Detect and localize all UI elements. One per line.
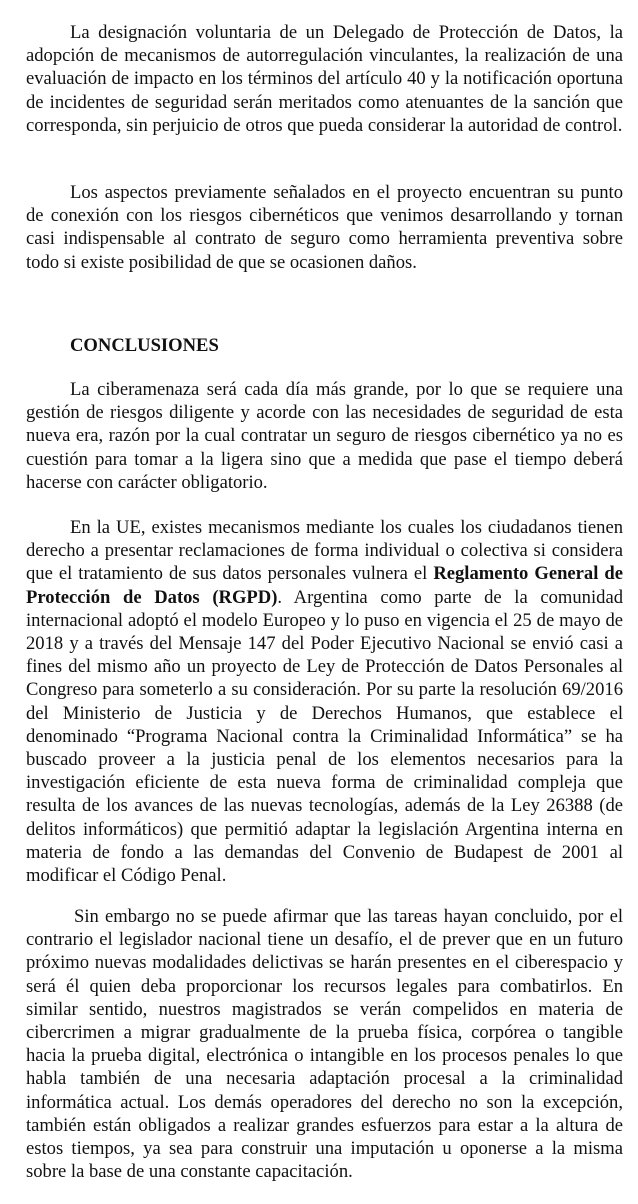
paragraph-aspectos-riesgos: Los aspectos previamente señalados en el proyecto encuentran su punto de conexión con los riesgos cibernéticos que venimos desarrollando y tornan casi indispensable al contrato de seguro como herramienta preventiva sobre todo si existe posibilidad de que se ocasionen daños. — [26, 182, 623, 273]
paragraph-ue-text-2: . Argentina como parte de la comunidad internacional adoptó el modelo Europeo y lo puso en vigencia el 25 de mayo de 2018 y a través del Mensaje 147 del Poder Ejecutivo Nacional se envió casi a fines del mismo año un proyecto de Ley de Protección de Datos Personales al Congreso para someterlo a su consideración. Por su parte la resolución 69/2016 del Ministerio de Justicia y de Derechos Humanos, que establece el denominado “Programa Nacional contra la Criminalidad Informática” se ha buscado proveer a la justicia penal de los elementos necesarios para la investigación eficiente de esta nueva forma de criminalidad compleja que resulta de los avances de las nuevas tecnologías, además de la Ley 26388 (de delitos informáticos) que permitió adaptar la legislación Argentina interna en materia de fondo a las demandas del Convenio de Budapest de 2001 al modificar el Código Penal. — [26, 586, 623, 887]
paragraph-sin-embargo: Sin embargo no se puede afirmar que las tareas hayan concluido, por el contrario el legislador nacional tiene un desafío, el de prever que en un futuro próximo nuevas modalidades delictivas se harán presentes en el ciberespacio y será él quien deba proporcionar los recursos legales para combatirlos. En similar sentido, nuestros magistrados se verán compelidos en materia de cibercrimen a migrar gradualmente de la prueba física, corpórea o tangible hacia la prueba digital, electrónica o intangible en los procesos penales lo que habla también de una necesaria adaptación procesal a la criminalidad informática actual. Los demás operadores del derecho no son la excepción, también están obligados a realizar grandes esfuerzos para estar a la altura de estos tiempos, ya sea para construir una imputación u oponerse a la misma sobre la base de una constante capacitación. — [26, 906, 623, 1183]
paragraph-ue-rgpd — [26, 516, 623, 887]
bold-term-rgpd: Reglamento General de Protección de Datos (RGPD) — [26, 563, 623, 608]
paragraph-ue-text-1: En la UE, existes mecanismos mediante los cuales los ciudadanos tienen derecho a presentar reclamaciones de forma individual o colectiva si considera que el tratamiento de sus datos personales vulnera el — [26, 517, 623, 585]
heading-conclusiones: CONCLUSIONES — [70, 335, 219, 356]
paragraph-delegado-proteccion: La designación voluntaria de un Delegado de Protección de Datos, la adopción de mecanismos de autorregulación vinculantes, la realización de una evaluación de impacto en los términos del artículo 40 y la notificación oportuna de incidentes de seguridad serán meritados como atenuantes de la sanción que corresponda, sin perjuicio de otros que pueda considerar la autoridad de control. — [26, 22, 623, 136]
paragraph-ciberamenaza: La ciberamenaza será cada día más grande, por lo que se requiere una gestión de riesgos diligente y acorde con las necesidades de seguridad de esta nueva era, razón por la cual contratar un seguro de riesgos cibernético ya no es cuestión para tomar a la ligera sino que a medida que pase el tiempo deberá hacerse con carácter obligatorio. — [26, 379, 623, 493]
